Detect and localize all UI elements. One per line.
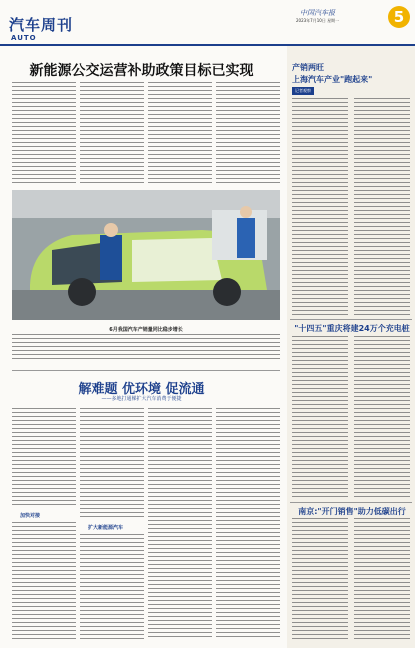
second-subhead: ——多地打通梯扩大汽车消费于便捷: [101, 396, 182, 402]
photo-caption-title: 6月我国汽车产销量同比稳步增长: [109, 327, 183, 333]
second-subhead-2: 扩大新能源汽车: [88, 525, 124, 531]
paper-logo: 中国汽车报: [300, 9, 335, 17]
right-headline-line-1: 产销两旺: [292, 63, 324, 72]
section-divider: [12, 370, 280, 371]
right3-text-col-2: [354, 518, 410, 640]
date-line: 2023年7月10日 星期一: [296, 18, 340, 23]
section-title: 汽车周刊: [9, 16, 74, 34]
second-text-col-3: [148, 408, 212, 640]
right-text-col-2: [354, 98, 410, 316]
second-text-col-2a: [80, 408, 144, 520]
second-text-col-1a: [12, 408, 76, 508]
second-text-col-4: [216, 408, 280, 640]
second-headline: 解难题 优环境 促流通: [78, 382, 205, 397]
right-text-col-1: [292, 98, 348, 316]
right-divider-1: [290, 319, 412, 320]
right-headline-3: 南京:"开门销售"助力低碳出行: [298, 507, 406, 516]
right-headline-2: "十四五"重庆将建24万个充电桩: [294, 324, 410, 333]
right2-text-col-1: [292, 336, 348, 498]
second-text-col-1b: [12, 522, 76, 640]
right-column-tag: 记者观察: [292, 87, 314, 95]
page-number-badge: 5: [388, 6, 410, 28]
second-subhead-1: 加快对接: [20, 513, 41, 519]
right3-text-col-1: [292, 518, 348, 640]
lead-text-col-2: [80, 82, 144, 184]
photo-caption-body: [12, 334, 280, 360]
right2-text-col-2: [354, 336, 410, 498]
second-text-col-2b: [80, 534, 144, 640]
lead-text-col-1: [12, 82, 76, 184]
right-divider-2: [290, 502, 412, 503]
lead-text-col-3: [148, 82, 212, 184]
section-subtitle: AUTO: [11, 34, 37, 42]
right-headline-line-2: 上海汽车产业"跑起来": [292, 75, 373, 84]
factory-photo: [12, 190, 280, 320]
lead-text-col-4: [216, 82, 280, 184]
lead-headline: 新能源公交运营补助政策目标已实现: [29, 63, 254, 79]
